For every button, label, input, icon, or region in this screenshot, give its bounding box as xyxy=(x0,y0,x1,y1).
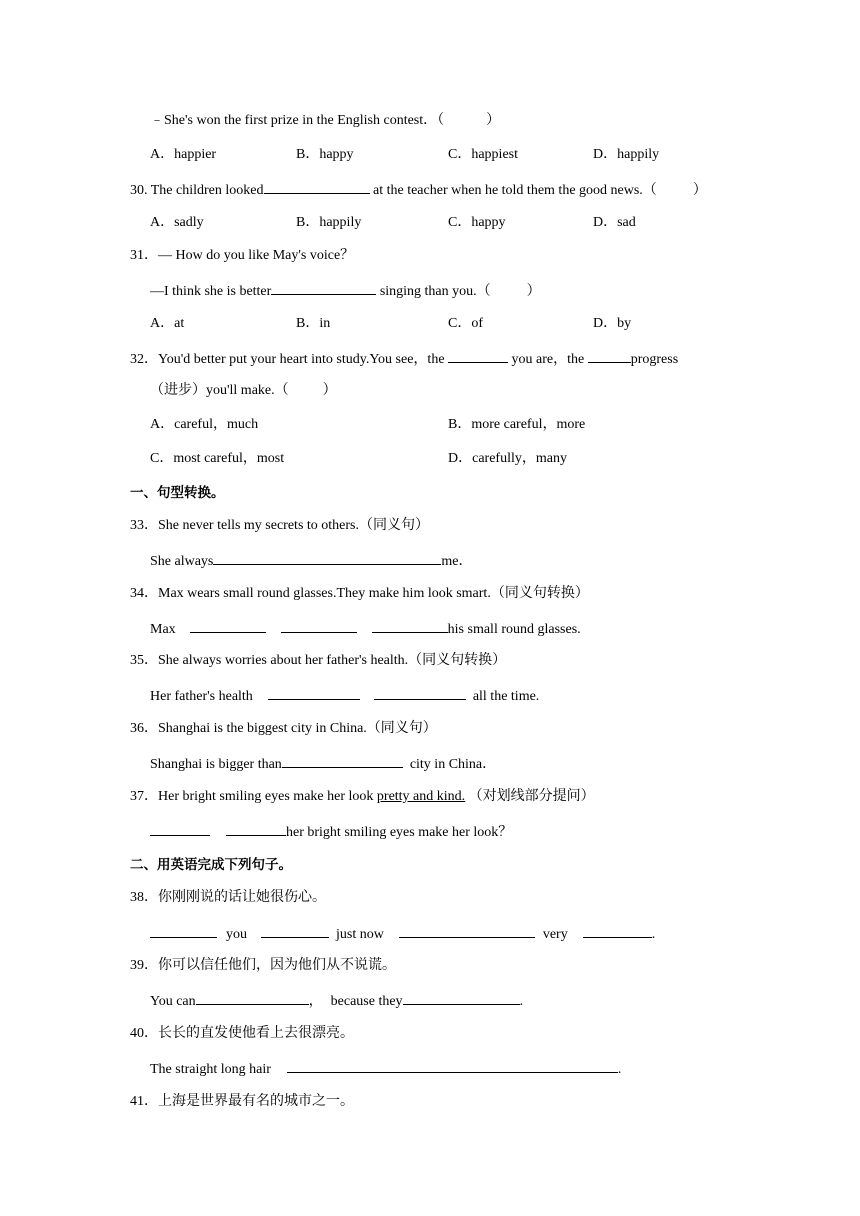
q34-blank-3 xyxy=(372,618,448,633)
q38-prompt: 38．你刚刚说的话让她很伤心。 xyxy=(130,890,326,905)
q36-ans-b: city in China． xyxy=(409,757,497,772)
q31-option-a: A．at xyxy=(150,316,185,331)
q31-blank xyxy=(271,280,376,295)
q30-stem-a: 30. The children looked xyxy=(130,183,264,198)
q30-option-b: B．happily xyxy=(296,215,362,230)
q31-line1: 31．— How do you like May's voice？ xyxy=(130,248,355,263)
q38-blank-2 xyxy=(261,923,329,938)
q40-prompt: 40．长长的直发使他看上去很漂亮。 xyxy=(130,1026,354,1041)
q31-close: ） xyxy=(526,284,541,299)
q30-close: ） xyxy=(692,183,707,198)
q32-blank-1 xyxy=(448,348,508,363)
q35-answer-line xyxy=(150,685,539,707)
q37-blank-1 xyxy=(150,821,210,836)
q36-prompt: 36．Shanghai is the biggest city in China.（同义句） xyxy=(130,721,437,736)
section-1-title: 一、句型转换。 xyxy=(130,485,225,501)
q32-line1-c: progress xyxy=(630,352,679,367)
q37-blank-2 xyxy=(226,821,286,836)
q30-stem xyxy=(130,179,707,201)
q37-prompt-b: （对划线部分提问） xyxy=(468,789,595,804)
q30-option-d: D．sad xyxy=(593,215,636,230)
q38-blank-3 xyxy=(399,923,535,938)
q32-close: ） xyxy=(322,383,337,398)
q34-blank-1 xyxy=(190,618,266,633)
q38-end: . xyxy=(651,927,656,942)
q40-end: . xyxy=(617,1062,622,1077)
q40-blank xyxy=(287,1058,618,1073)
q38-answer-line xyxy=(150,923,655,945)
q38-w3: very xyxy=(542,927,568,942)
q33-answer-line xyxy=(150,550,473,572)
q30-stem-b: at the teacher when he told them the good news.（ xyxy=(369,183,657,198)
q39-ans-b: ， xyxy=(308,994,323,1009)
q30-option-c: C．happy xyxy=(448,215,506,230)
q29-text: ﹣She's won the first prize in the English contest．（ xyxy=(150,113,445,128)
q36-blank xyxy=(282,753,403,768)
q32-line2 xyxy=(150,381,337,401)
q39-blank-2 xyxy=(403,990,520,1005)
q29-option-b: B．happy xyxy=(296,147,354,162)
q36-ans-a: Shanghai is bigger than xyxy=(150,757,282,772)
q40-answer-line xyxy=(150,1058,621,1080)
q37-underlined-phrase: pretty and kind. xyxy=(376,789,466,804)
q39-ans-a: You can xyxy=(150,994,196,1009)
q35-prompt: 35．She always worries about her father's health.（同义句转换） xyxy=(130,653,507,668)
q32-option-a: A．careful，much xyxy=(150,417,259,432)
q31-option-c: C．of xyxy=(448,316,483,331)
q35-blank-2 xyxy=(374,685,466,700)
q34-prompt: 34．Max wears small round glasses.They make him look smart.（同义句转换） xyxy=(130,586,589,601)
q33-blank xyxy=(213,550,441,565)
q37-prompt-a: 37．Her bright smiling eyes make her look xyxy=(130,789,377,804)
q32-blank-2 xyxy=(588,348,631,363)
q39-end: . xyxy=(519,994,524,1009)
q40-ans-a: The straight long hair xyxy=(150,1062,271,1077)
q32-option-c: C．most careful，most xyxy=(150,451,285,466)
q35-ans-b: all the time. xyxy=(472,689,540,704)
q29-option-d: D．happily xyxy=(593,147,660,162)
q33-ans-b: me． xyxy=(441,554,473,569)
q29-stem xyxy=(150,111,500,131)
q31-line2-b: singing than you.（ xyxy=(376,284,491,299)
q39-blank-1 xyxy=(196,990,309,1005)
q34-ans-b: his small round glasses. xyxy=(447,622,581,637)
q37-prompt xyxy=(130,787,595,807)
q37-ans-b: her bright smiling eyes make her look？ xyxy=(286,825,513,840)
q29-option-a: A．happier xyxy=(150,147,217,162)
q31-option-b: B．in xyxy=(296,316,331,331)
q34-ans-a: Max xyxy=(150,622,176,637)
q39-answer-line xyxy=(150,990,523,1012)
q30-blank xyxy=(264,179,370,194)
q35-ans-a: Her father's health xyxy=(150,689,253,704)
q33-prompt: 33．She never tells my secrets to others.（同义句） xyxy=(130,518,430,533)
q32-line1-a: 32．You'd better put your heart into study.You see，the xyxy=(130,352,445,367)
q34-blank-2 xyxy=(281,618,357,633)
q29-option-c: C．happiest xyxy=(448,147,518,162)
q38-w1: you xyxy=(226,927,247,942)
q31-line2 xyxy=(150,280,541,302)
q38-blank-1 xyxy=(150,923,217,938)
q31-option-d: D．by xyxy=(593,316,632,331)
q38-w2: just now xyxy=(336,927,384,942)
q39-prompt: 39．你可以信任他们，因为他们从不说谎。 xyxy=(130,958,396,973)
q41-prompt: 41．上海是世界最有名的城市之一。 xyxy=(130,1094,354,1109)
q32-line2-text: （进步）you'll make.（ xyxy=(150,383,289,398)
q38-blank-4 xyxy=(583,923,652,938)
q30-option-a: A．sadly xyxy=(150,215,204,230)
q37-answer-line xyxy=(150,821,512,843)
q32-line1 xyxy=(130,348,678,370)
q32-option-d: D．carefully，many xyxy=(448,451,567,466)
q35-blank-1 xyxy=(268,685,360,700)
q32-option-b: B．more careful，more xyxy=(448,417,586,432)
section-2-title: 二、用英语完成下列句子。 xyxy=(130,857,292,873)
q36-answer-line xyxy=(150,753,496,775)
q29-close: ） xyxy=(486,113,501,128)
q32-line1-b: you are，the xyxy=(508,352,585,367)
q39-ans-c: because they xyxy=(330,994,403,1009)
q31-line2-a: —I think she is better xyxy=(150,284,272,299)
q34-answer-line xyxy=(150,618,581,640)
q33-ans-a: She always xyxy=(150,554,214,569)
